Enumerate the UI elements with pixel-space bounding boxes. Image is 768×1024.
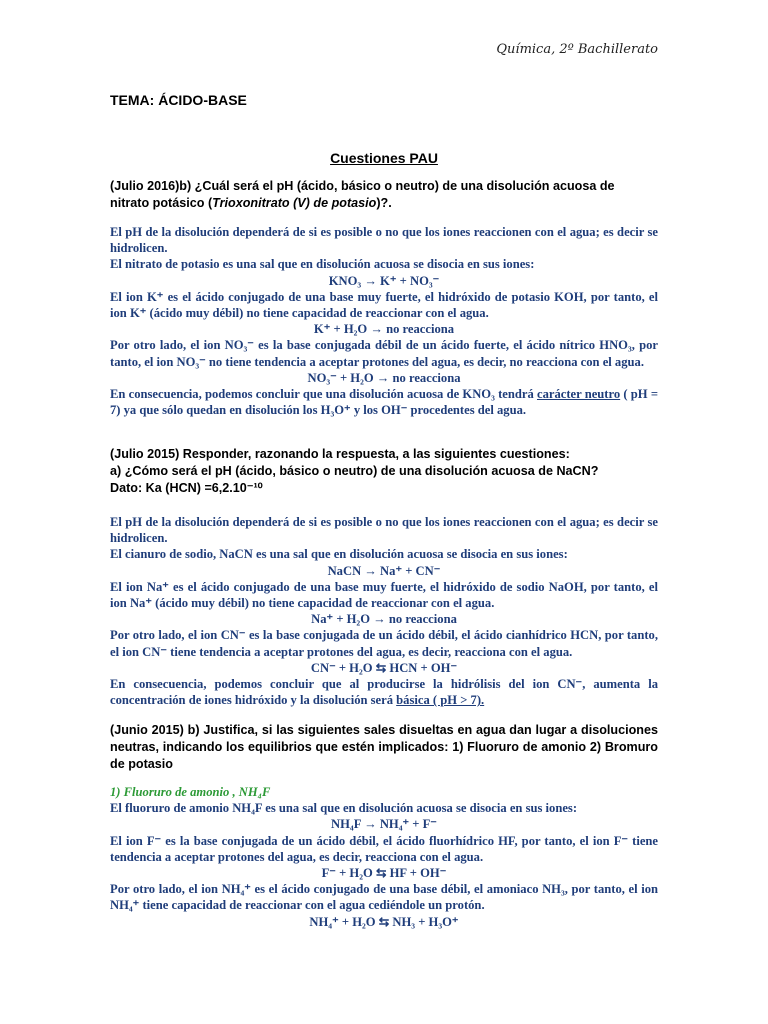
question-1-line-1: (Julio 2016)b) ¿Cuál será el pH (ácido, básico o neutro) de una disolución acuosa de: [110, 179, 615, 193]
equation: CN⁻ + H₂O ⇆ HCN + OH⁻: [310, 660, 458, 675]
topic-title: TEMA: ÁCIDO-BASE: [110, 92, 247, 108]
answer-1-conclusion: [110, 386, 658, 418]
answer-1-paragraph: Por otro lado, el ion NO₃⁻ es la base conjugada débil de un ácido fuerte, el ácido nítrico HNO₃, por tanto, el ion NO₃⁻ no tiene tendencia a aceptar protones del agua, es decir, no reacciona con el agua.: [110, 338, 658, 369]
answer-2-paragraph: Por otro lado, el ion CN⁻ es la base conjugada de un ácido débil, el ácido cianhídrico HCN, por tanto, el ion CN⁻ tiene tendencia a aceptar protones del agua, es decir, reacciona con el agua.: [110, 628, 658, 659]
course-header: Química, 2º Bachillerato: [496, 42, 658, 57]
conclusion-text: En consecuencia, podemos concluir que una disolución acuosa de KNO₃ tendrá: [110, 387, 537, 402]
answer-1-paragraph: El nitrato de potasio es una sal que en disolución acuosa se disocia en sus iones:: [110, 257, 535, 272]
conclusion-underlined: carácter neutro: [536, 387, 621, 402]
question-2-line-1: (Julio 2015) Responder, razonando la respuesta, a las siguientes cuestiones:: [110, 447, 570, 461]
equation: NaCN → Na⁺ + CN⁻: [327, 563, 441, 578]
answer-1: [110, 224, 658, 418]
question-1-line-2: [110, 195, 658, 212]
question-2: [110, 446, 658, 497]
question-3: (Junio 2015) b) Justifica, si las siguientes sales disueltas en agua dan lugar a disoluciones neutras, indicando los equilibrios que estén implicados: 1) Fluoruro de amonio 2) Bromuro de potasio: [110, 723, 658, 771]
question-1: [110, 178, 658, 212]
equation: NH₄F → NH₄⁺ + F⁻: [331, 817, 437, 832]
answer-2: [110, 514, 658, 708]
answer-2-paragraph: El pH de la disolución dependerá de si es posible o no que los iones reaccionen con el agua; es decir se hidrolicen.: [110, 515, 658, 546]
answer-1-paragraph: El pH de la disolución dependerá de si es posible o no que los iones reaccionen con el agua; es decir se hidrolicen.: [110, 225, 658, 256]
conclusion-text: En consecuencia, podemos concluir que al producirse la hidrólisis del ion CN⁻, aumenta la concentración de iones hidróxido y la disolución será: [110, 677, 658, 708]
equation: NH₄⁺ + H₂O ⇆ NH₃ + H₃O⁺: [309, 914, 459, 929]
section-title: Cuestiones PAU: [330, 150, 438, 166]
answer-2-conclusion: [110, 676, 658, 708]
question-2-line-3: Dato: Ka (HCN) =6,2.10⁻¹⁰: [110, 481, 263, 495]
equation: NO₃⁻ + H₂O → no reacciona: [307, 370, 461, 385]
question-1-text: nitrato potásico (: [110, 196, 213, 210]
answer-3-subtitle: 1) Fluoruro de amonio , NH₄F: [110, 785, 271, 799]
equation: Na⁺ + H₂O → no reacciona: [311, 612, 457, 627]
answer-3: [110, 784, 658, 930]
answer-3-paragraph: El ion F⁻ es la base conjugada de un ácido débil, el ácido fluorhídrico HF, por tanto, el ion F⁻ tiene tendencia a aceptar protones del agua, es decir, reacciona con el agua.: [110, 833, 658, 864]
equation: KNO₃ → K⁺ + NO₃⁻: [328, 273, 440, 288]
conclusion-text-end: ( pH = 7) ya que sólo quedan en disolución los H₃O⁺ y los OH⁻ procedentes del agua.: [110, 387, 659, 418]
question-1-italic: Trioxonitrato (V) de potasio: [212, 196, 377, 210]
answer-2-paragraph: El ion Na⁺ es el ácido conjugado de una base muy fuerte, el hidróxido de sodio NaOH, por tanto, el ion Na⁺ (ácido muy débil) no tiene capacidad de reaccionar con el agua.: [110, 579, 658, 611]
question-1-text-end: )?.: [376, 196, 392, 210]
conclusion-underlined: básica ( pH > 7).: [396, 693, 485, 708]
question-2-line-2: a) ¿Cómo será el pH (ácido, básico o neutro) de una disolución acuosa de NaCN?: [110, 464, 599, 478]
answer-3-paragraph: Por otro lado, el ion NH₄⁺ es el ácido conjugado de una base débil, el amoniaco NH₃, por tanto, el ion NH₄⁺ tiene capacidad de reaccionar con el agua cediéndole un protón.: [110, 882, 658, 913]
equation: F⁻ + H₂O ⇆ HF + OH⁻: [321, 866, 447, 881]
answer-1-paragraph: El ion K⁺ es el ácido conjugado de una base muy fuerte, el hidróxido de potasio KOH, por tanto, el ion K⁺ (ácido muy débil) no tiene capacidad de reaccionar con el agua.: [110, 289, 658, 321]
answer-3-paragraph: El fluoruro de amonio NH₄F es una sal que en disolución acuosa se disocia en sus iones:: [110, 801, 578, 816]
equation: K⁺ + H₂O → no reacciona: [313, 322, 455, 337]
answer-2-paragraph: El cianuro de sodio, NaCN es una sal que en disolución acuosa se disocia en sus iones:: [110, 547, 568, 562]
